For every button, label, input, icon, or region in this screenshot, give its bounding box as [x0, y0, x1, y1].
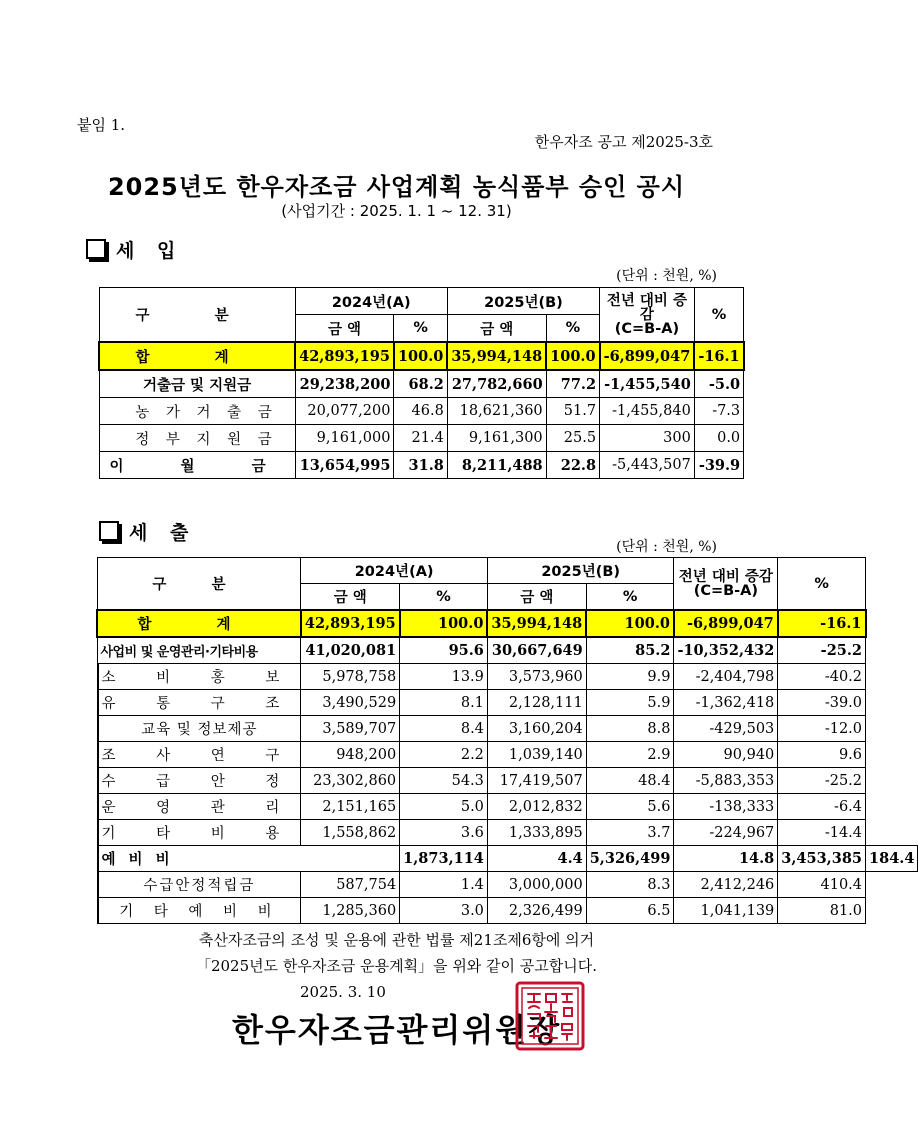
- cell-ap: 4.4: [487, 846, 586, 872]
- cell-b: 5,326,499: [586, 846, 674, 872]
- signer-name: 한우자조금관리위원장: [232, 1011, 562, 1049]
- cell-c: -224,967: [674, 820, 778, 846]
- header-pct: %: [546, 315, 599, 343]
- cell-a: 948,200: [301, 742, 400, 768]
- header-pct: %: [586, 584, 674, 611]
- cell-b: 18,621,360: [447, 398, 546, 425]
- cell-cp: -14.4: [778, 820, 866, 846]
- header-2025: 2025년(B): [487, 558, 674, 584]
- table-row: [97, 742, 918, 768]
- table-row-total: [99, 342, 744, 370]
- row-label: 수 급 안 정: [98, 768, 301, 794]
- header-amount: 금 액: [487, 584, 586, 611]
- header-change: [600, 288, 695, 343]
- header-amount: 금 액: [301, 584, 400, 611]
- cell-cp: 0.0: [694, 425, 743, 452]
- cell-ap: 5.0: [400, 794, 488, 820]
- row-label: 정 부 지 원 금: [99, 425, 295, 452]
- cell-ap: 100.0: [400, 610, 488, 637]
- cell-bp: 48.4: [586, 768, 674, 794]
- business-period: (사업기간 : 2025. 1. 1 ~ 12. 31): [281, 202, 512, 220]
- cell-a: 13,654,995: [295, 452, 394, 479]
- cell-c: -6,899,047: [674, 610, 778, 637]
- cell-ap: 3.6: [400, 820, 488, 846]
- cell-bp: 9.9: [586, 664, 674, 690]
- cell-a: 20,077,200: [295, 398, 394, 425]
- cell-a: 3,589,707: [301, 716, 400, 742]
- cell-b: 2,326,499: [487, 898, 586, 924]
- cell-ap: 2.2: [400, 742, 488, 768]
- cell-b: 9,161,300: [447, 425, 546, 452]
- row-label: 기 타 예 비 비: [98, 898, 301, 924]
- table-row: [97, 846, 918, 872]
- cell-bp: 100.0: [546, 342, 599, 370]
- cell-bp: 51.7: [546, 398, 599, 425]
- cell-cp: 81.0: [778, 898, 866, 924]
- cell-c: -138,333: [674, 794, 778, 820]
- cell-a: 1,558,862: [301, 820, 400, 846]
- cell-b: 8,211,488: [447, 452, 546, 479]
- cell-a: 23,302,860: [301, 768, 400, 794]
- cell-bp: 5.9: [586, 690, 674, 716]
- cell-a: 1,285,360: [301, 898, 400, 924]
- expense-unit: (단위 : 천원, %): [616, 539, 717, 555]
- notice-date: 2025. 3. 10: [300, 983, 386, 1001]
- expense-table: [96, 557, 918, 924]
- cell-ap: 8.4: [400, 716, 488, 742]
- cell-b: 2,128,111: [487, 690, 586, 716]
- cell-bp: 8.8: [586, 716, 674, 742]
- cell-cp: -7.3: [694, 398, 743, 425]
- income-heading: [86, 236, 183, 263]
- cell-c: -429,503: [674, 716, 778, 742]
- cell-b: 35,994,148: [487, 610, 586, 637]
- cell-c: -10,352,432: [674, 637, 778, 664]
- page-title: 2025년도 한우자조금 사업계획 농식품부 승인 공시: [107, 173, 686, 201]
- income-table: [98, 287, 745, 479]
- table-row: [99, 398, 744, 425]
- income-unit: (단위 : 천원, %): [616, 268, 717, 284]
- cell-c: -5,443,507: [600, 452, 695, 479]
- header-amount: 금 액: [447, 315, 546, 343]
- row-label: 조 사 연 구: [98, 742, 301, 768]
- cell-ap: 31.8: [394, 452, 447, 479]
- cell-c: 300: [600, 425, 695, 452]
- cell-ap: 46.8: [394, 398, 447, 425]
- cell-bp: 77.2: [546, 370, 599, 398]
- header-change-text: 전년 대비 증감: [606, 292, 687, 323]
- cell-a: 587,754: [301, 872, 400, 898]
- cell-b: 3,160,204: [487, 716, 586, 742]
- cell-a: 42,893,195: [301, 610, 400, 637]
- cell-bp: 2.9: [586, 742, 674, 768]
- row-label: 수급안정적립금: [98, 872, 301, 898]
- table-row: [97, 637, 918, 664]
- table-row: [97, 898, 918, 924]
- cell-b: 1,333,895: [487, 820, 586, 846]
- cell-c: 3,453,385: [778, 846, 866, 872]
- cell-c: 2,412,246: [674, 872, 778, 898]
- cell-cp: -39.9: [694, 452, 743, 479]
- table-row: [97, 794, 918, 820]
- cell-ap: 95.6: [400, 637, 488, 664]
- cell-b: 3,573,960: [487, 664, 586, 690]
- table-row: [97, 690, 918, 716]
- cell-cp: -25.2: [778, 637, 866, 664]
- header-pct: %: [400, 584, 488, 611]
- cell-c: 90,940: [674, 742, 778, 768]
- header-category: 구 분: [99, 288, 295, 343]
- expense-heading-text: 세 출: [129, 522, 197, 544]
- header-change-formula: (C=B-A): [693, 582, 759, 599]
- cell-ap: 13.9: [400, 664, 488, 690]
- table-row-total: [97, 610, 918, 637]
- row-label: 합 계: [99, 342, 295, 370]
- cell-b: 27,782,660: [447, 370, 546, 398]
- cell-a: 41,020,081: [301, 637, 400, 664]
- cell-cp: -16.1: [778, 610, 866, 637]
- cell-a: 42,893,195: [295, 342, 394, 370]
- row-label: 예 비 비: [98, 846, 400, 872]
- row-label: 운 영 관 리: [98, 794, 301, 820]
- notice-number: 한우자조 공고 제2025-3호: [534, 133, 713, 151]
- row-label: 거출금 및 지원금: [99, 370, 295, 398]
- cell-a: 3,490,529: [301, 690, 400, 716]
- cell-a: 2,151,165: [301, 794, 400, 820]
- footer-announcement: 「2025년도 한우자조금 운용계획」을 위와 같이 공고합니다.: [195, 957, 598, 975]
- cell-ap: 54.3: [400, 768, 488, 794]
- cell-b: 35,994,148: [447, 342, 546, 370]
- header-change-formula: (C=B-A): [614, 320, 680, 337]
- table-row: [97, 872, 918, 898]
- header-amount: 금 액: [295, 315, 394, 343]
- table-row: [97, 664, 918, 690]
- cell-b: 17,419,507: [487, 768, 586, 794]
- cell-c: -5,883,353: [674, 768, 778, 794]
- cell-b: 1,039,140: [487, 742, 586, 768]
- header-change-pct: %: [778, 558, 866, 611]
- header-pct: %: [394, 315, 447, 343]
- row-label: 유 통 구 조: [98, 690, 301, 716]
- cell-cp: -25.2: [778, 768, 866, 794]
- cell-ap: 1.4: [400, 872, 488, 898]
- cell-c: 1,041,139: [674, 898, 778, 924]
- cell-cp: 410.4: [778, 872, 866, 898]
- cell-a: 9,161,000: [295, 425, 394, 452]
- row-label: 사업비 및 운영관리·기타비용: [97, 637, 301, 664]
- row-label: 교육 및 정보제공: [98, 716, 301, 742]
- header-change: [674, 558, 778, 611]
- header-change-pct: %: [694, 288, 743, 343]
- table-row: [97, 768, 918, 794]
- cell-a: 1,873,114: [400, 846, 488, 872]
- cell-ap: 21.4: [394, 425, 447, 452]
- attachment-label: 붙임 1.: [77, 116, 126, 134]
- cell-cp: -12.0: [778, 716, 866, 742]
- cell-cp: -5.0: [694, 370, 743, 398]
- cell-cp: -6.4: [778, 794, 866, 820]
- cell-b: 3,000,000: [487, 872, 586, 898]
- cell-bp: 100.0: [586, 610, 674, 637]
- expense-heading: [99, 518, 196, 545]
- cell-bp: 25.5: [546, 425, 599, 452]
- cell-bp: 14.8: [674, 846, 778, 872]
- cell-a: 29,238,200: [295, 370, 394, 398]
- table-row: [99, 370, 744, 398]
- table-row: [99, 425, 744, 452]
- cell-ap: 68.2: [394, 370, 447, 398]
- cell-bp: 8.3: [586, 872, 674, 898]
- row-label: 소 비 홍 보: [98, 664, 301, 690]
- table-row: [97, 716, 918, 742]
- cell-cp: -16.1: [694, 342, 743, 370]
- cell-b: 30,667,649: [487, 637, 586, 664]
- cell-bp: 22.8: [546, 452, 599, 479]
- income-heading-text: 세 입: [116, 240, 184, 262]
- cell-cp: -39.0: [778, 690, 866, 716]
- header-2024: 2024년(A): [301, 558, 488, 584]
- cell-ap: 100.0: [394, 342, 447, 370]
- table-row: [97, 820, 918, 846]
- cell-ap: 3.0: [400, 898, 488, 924]
- cell-c: -6,899,047: [600, 342, 695, 370]
- row-label: 이 월 금: [99, 452, 295, 479]
- cell-c: -2,404,798: [674, 664, 778, 690]
- cell-bp: 6.5: [586, 898, 674, 924]
- checkbox-icon: [99, 521, 119, 541]
- row-label: 농 가 거 출 금: [99, 398, 295, 425]
- row-label: 합 계: [97, 610, 301, 637]
- cell-cp: 184.4: [866, 846, 918, 872]
- official-seal-icon: [514, 980, 586, 1052]
- checkbox-icon: [86, 239, 106, 259]
- header-change-text: 전년 대비 증감: [678, 568, 773, 585]
- cell-cp: 9.6: [778, 742, 866, 768]
- cell-a: 5,978,758: [301, 664, 400, 690]
- cell-bp: 5.6: [586, 794, 674, 820]
- header-category: 구 분: [97, 558, 301, 611]
- cell-cp: -40.2: [778, 664, 866, 690]
- table-row: [99, 452, 744, 479]
- footer-legal-basis: 축산자조금의 조성 및 운용에 관한 법률 제21조제6항에 의거: [198, 931, 595, 949]
- header-2025: 2025년(B): [447, 288, 599, 315]
- cell-bp: 3.7: [586, 820, 674, 846]
- cell-ap: 8.1: [400, 690, 488, 716]
- header-2024: 2024년(A): [295, 288, 447, 315]
- cell-c: -1,362,418: [674, 690, 778, 716]
- cell-c: -1,455,540: [600, 370, 695, 398]
- cell-b: 2,012,832: [487, 794, 586, 820]
- cell-bp: 85.2: [586, 637, 674, 664]
- row-label: 기 타 비 용: [98, 820, 301, 846]
- cell-c: -1,455,840: [600, 398, 695, 425]
